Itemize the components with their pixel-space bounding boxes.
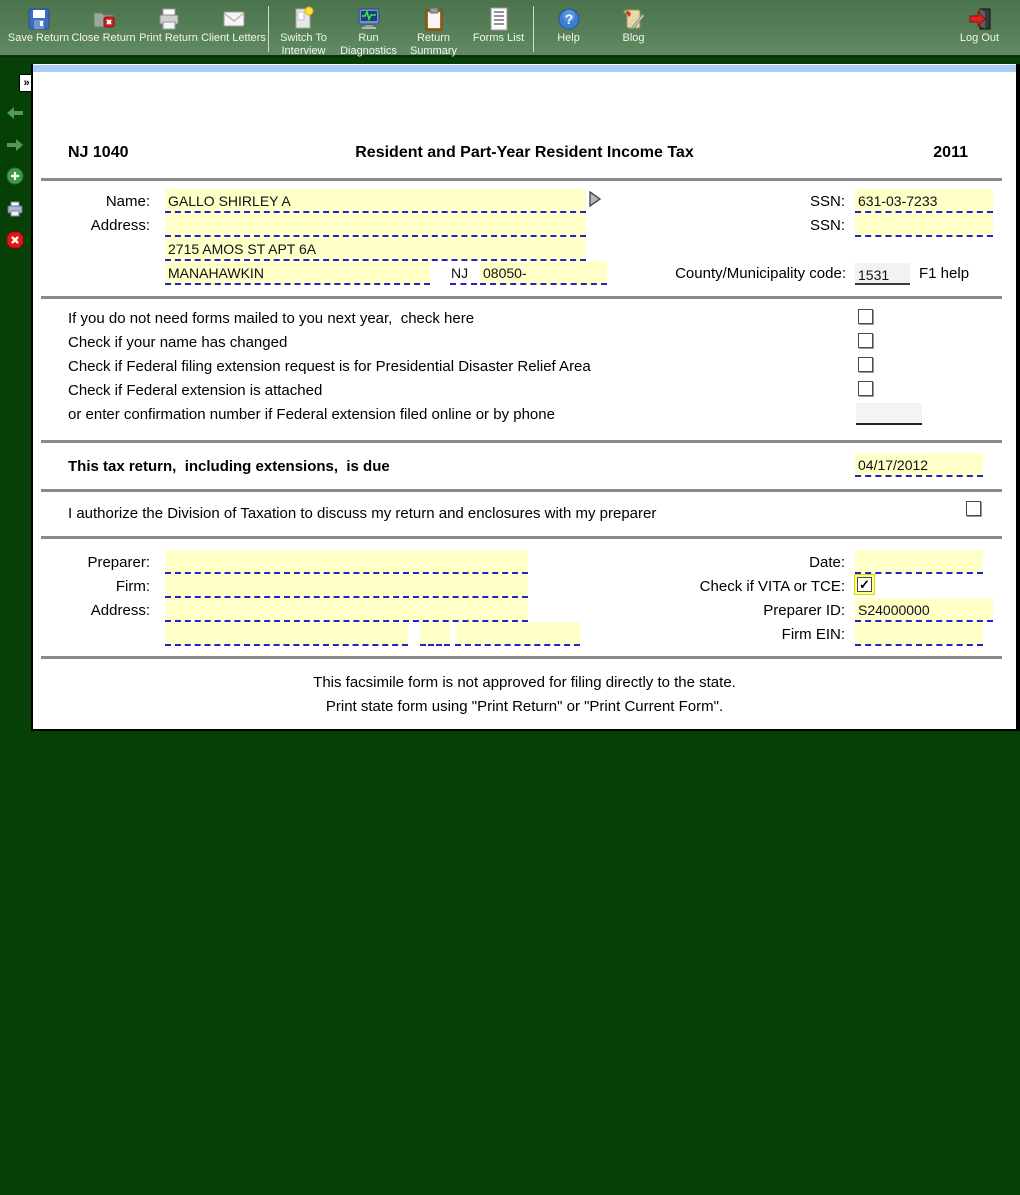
log-out-label: Log Out [959, 32, 1000, 44]
firm-ein-field[interactable] [855, 622, 983, 646]
section-divider [41, 296, 1002, 299]
forward-arrow-icon[interactable] [6, 136, 24, 154]
switch-interview-icon [291, 5, 317, 32]
forms-mail-checkbox[interactable] [858, 309, 873, 324]
name-changed-option-label: Check if your name has changed [68, 334, 288, 351]
save-return-label: Save Return [7, 32, 70, 44]
toolbar-separator [268, 6, 269, 52]
run-diagnostics-button[interactable] [336, 4, 401, 58]
preparer-label: Preparer: [87, 554, 150, 571]
print-return-label: Print Return [139, 32, 198, 44]
switch-to-interview-label: Switch To Interview [280, 32, 327, 57]
add-form-icon[interactable] [6, 167, 24, 185]
disaster-relief-checkbox[interactable] [858, 357, 873, 372]
zip-field[interactable]: 08050- [480, 261, 607, 285]
back-arrow-icon[interactable] [6, 104, 24, 122]
switch-to-interview-button[interactable] [271, 4, 336, 58]
blog-label: Blog [622, 32, 645, 44]
address-line2-field[interactable]: 2715 AMOS ST APT 6A [165, 237, 586, 261]
print-return-button[interactable] [136, 4, 201, 45]
preparer-state-field[interactable] [420, 622, 450, 646]
county-code-label: County/Municipality code: [675, 265, 846, 282]
page-title: Resident and Part-Year Resident Income Tax [355, 144, 694, 161]
due-date-field[interactable]: 04/17/2012 [855, 453, 983, 477]
print-icon [156, 5, 182, 32]
forms-list-button[interactable] [466, 4, 531, 45]
blog-button[interactable] [601, 4, 666, 45]
section-divider [41, 656, 1002, 659]
form-id: NJ 1040 [68, 144, 129, 161]
print-form-icon[interactable] [6, 200, 24, 218]
client-letters-button[interactable] [201, 4, 266, 45]
facsimile-notice-line2: Print state form using "Print Return" or "Print Current Form". [325, 698, 724, 715]
name-label: Name: [105, 193, 150, 210]
save-icon [26, 5, 52, 32]
due-date-label: This tax return, including extensions, is due [68, 458, 390, 475]
close-return-icon [91, 5, 117, 32]
delete-form-icon[interactable] [6, 231, 24, 249]
extension-attached-checkbox[interactable] [858, 381, 873, 396]
address-label: Address: [90, 217, 150, 234]
ssn-field[interactable]: 631-03-7233 [855, 189, 993, 213]
panel-expander-button[interactable]: » [19, 74, 34, 92]
preparer-id-label: Preparer ID: [763, 602, 845, 619]
preparer-date-label: Date: [809, 554, 845, 571]
return-summary-button[interactable] [401, 4, 466, 58]
address-line1-field[interactable] [165, 213, 586, 237]
help-label: Help [557, 32, 580, 44]
tax-year: 2011 [933, 144, 968, 161]
log-out-button[interactable] [947, 4, 1012, 45]
return-summary-label: Return Summary [409, 32, 458, 57]
form-page [31, 64, 1020, 731]
section-divider [41, 178, 1002, 181]
f1-help-text: F1 help [919, 265, 970, 282]
ssn-label: SSN: [809, 193, 845, 210]
forms-mail-option-label: If you do not need forms mailed to you next year, check here [68, 310, 475, 327]
run-diagnostics-icon [356, 5, 382, 32]
confirmation-number-field[interactable] [856, 403, 922, 425]
spouse-ssn-field[interactable] [855, 213, 993, 237]
help-icon [556, 5, 582, 32]
firm-name-field[interactable] [165, 574, 528, 598]
vita-checkbox[interactable] [857, 577, 872, 592]
return-summary-icon [421, 5, 447, 32]
close-return-button[interactable] [71, 4, 136, 45]
extension-attached-option-label: Check if Federal extension is attached [68, 382, 323, 399]
logout-icon [967, 5, 993, 32]
vita-checkbox-highlight [854, 574, 875, 595]
section-divider [41, 489, 1002, 492]
page-top-strip [33, 65, 1016, 72]
spouse-ssn-label: SSN: [809, 217, 845, 234]
field-cursor-icon [588, 191, 602, 207]
svg-text:?: ? [564, 10, 573, 27]
blog-icon [621, 5, 647, 32]
preparer-address-field[interactable] [165, 598, 528, 622]
run-diagnostics-label: Run Diagnostics [340, 32, 397, 57]
vita-tce-label: Check if VITA or TCE: [699, 578, 845, 595]
preparer-date-field[interactable] [855, 550, 983, 574]
preparer-id-field[interactable]: S24000000 [855, 598, 993, 622]
help-button[interactable] [536, 4, 601, 45]
close-return-label: Close Return [71, 32, 136, 44]
name-changed-checkbox[interactable] [858, 333, 873, 348]
confirmation-number-label: or enter confirmation number if Federal extension filed online or by phone [68, 406, 555, 423]
authorize-discuss-label: I authorize the Division of Taxation to discuss my return and enclosures with my preparer [68, 505, 657, 522]
disaster-relief-option-label: Check if Federal filing extension request is for Presidential Disaster Relief Area [68, 358, 591, 375]
client-letters-label: Client Letters [201, 32, 266, 44]
city-field[interactable]: MANAHAWKIN [165, 261, 430, 285]
toolbar [0, 0, 1020, 57]
section-divider [41, 536, 1002, 539]
toolbar-separator [533, 6, 534, 52]
state-field[interactable]: NJ [450, 261, 477, 285]
name-field[interactable]: GALLO SHIRLEY A [165, 189, 586, 213]
save-return-button[interactable] [6, 4, 71, 45]
firm-label: Firm: [115, 578, 150, 595]
authorize-discuss-checkbox[interactable] [966, 501, 981, 516]
forms-list-icon [486, 5, 512, 32]
preparer-zip-field[interactable] [455, 622, 580, 646]
facsimile-notice-line1: This facsimile form is not approved for filing directly to the state. [313, 674, 736, 691]
section-divider [41, 440, 1002, 443]
client-letters-icon [221, 5, 247, 32]
preparer-address-label: Address: [90, 602, 150, 619]
preparer-city-field[interactable] [165, 622, 408, 646]
firm-ein-label: Firm EIN: [781, 626, 845, 643]
preparer-name-field[interactable] [165, 550, 528, 574]
county-code-field[interactable]: 1531 [855, 263, 910, 285]
forms-list-label: Forms List [472, 32, 525, 44]
